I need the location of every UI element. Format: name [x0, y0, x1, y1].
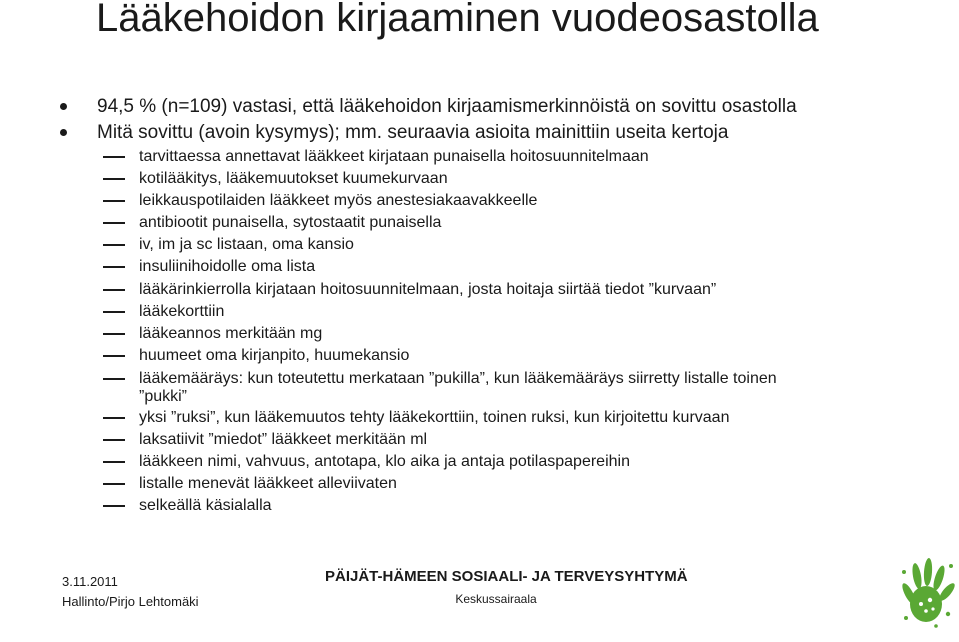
sub-bullet-dash	[103, 266, 125, 268]
footer-organization	[325, 567, 688, 607]
sub-bullet-item: tarvittaessa annettavat lääkkeet kirjataan punaisella hoitosuunnitelmaan	[139, 148, 649, 165]
sub-bullet-dash	[103, 178, 125, 180]
footer-date: 3.11.2011	[62, 574, 118, 589]
sub-bullet-dash	[103, 156, 125, 158]
bullet-dot	[60, 129, 67, 136]
sub-bullet-item: yksi ”ruksi”, kun lääkemuutos tehty lääkekorttiin, toinen ruksi, kun kirjoitettu kurvaan	[139, 409, 730, 426]
organization-name: PÄIJÄT-HÄMEEN SOSIAALI- JA TERVEYSYHTYMÄ	[325, 568, 688, 585]
sub-bullet-dash	[103, 505, 125, 507]
green-hand-logo-icon	[896, 556, 956, 634]
sub-bullet-item: huumeet oma kirjanpito, huumekansio	[139, 347, 410, 364]
sub-bullet-item: antibiootit punaisella, sytostaatit punaisella	[139, 214, 442, 231]
sub-bullet-dash	[103, 244, 125, 246]
sub-bullet-dash	[103, 333, 125, 335]
sub-bullet-dash	[103, 439, 125, 441]
sub-bullet-dash	[103, 311, 125, 313]
sub-bullet-item: selkeällä käsialalla	[139, 497, 272, 514]
sub-bullet-dash	[103, 355, 125, 357]
sub-bullet-dash	[103, 378, 125, 380]
slide-title: Lääkehoidon kirjaaminen vuodeosastolla	[96, 0, 819, 40]
sub-bullet-dash	[103, 200, 125, 202]
sub-bullet-item: leikkauspotilaiden lääkkeet myös anestesiakaavakkeelle	[139, 192, 538, 209]
bullet-dot	[60, 103, 67, 110]
sub-bullet-dash	[103, 222, 125, 224]
sub-bullet-dash	[103, 289, 125, 291]
sub-bullet-item: lääkekorttiin	[139, 303, 225, 320]
sub-bullet-dash	[103, 417, 125, 419]
sub-bullet-item: laksatiivit ”miedot” lääkkeet merkitään ml	[139, 431, 428, 448]
sub-bullet-item: lääkemääräys: kun toteutettu merkataan ”pukilla”, kun lääkemääräys siirretty listalle toinen	[139, 370, 777, 387]
bullet-item: Mitä sovittu (avoin kysymys); mm. seuraavia asioita mainittiin useita kertoja	[97, 122, 729, 143]
sub-bullet-item: iv, im ja sc listaan, oma kansio	[139, 236, 354, 253]
sub-bullet-continuation: ”pukki”	[139, 388, 188, 405]
sub-bullet-item: lääkeannos merkitään mg	[139, 325, 323, 342]
sub-bullet-dash	[103, 461, 125, 463]
footer-left	[62, 572, 199, 612]
sub-bullet-item: kotilääkitys, lääkemuutokset kuumekurvaan	[139, 170, 448, 187]
footer-author: Hallinto/Pirjo Lehtomäki	[62, 594, 199, 609]
sub-bullet-item: lääkkeen nimi, vahvuus, antotapa, klo aika ja antaja potilaspapereihin	[139, 453, 630, 470]
sub-bullet-item: lääkärinkierrolla kirjataan hoitosuunnitelmaan, josta hoitaja siirtää tiedot ”kurvaan”	[139, 281, 717, 298]
bullet-item: 94,5 % (n=109) vastasi, että lääkehoidon kirjaamismerkinnöistä on sovittu osastolla	[97, 96, 797, 117]
sub-bullet-dash	[103, 483, 125, 485]
organization-unit: Keskussairaala	[455, 592, 537, 606]
sub-bullet-item: listalle menevät lääkkeet alleviivaten	[139, 475, 397, 492]
sub-bullet-item: insuliinihoidolle oma lista	[139, 258, 316, 275]
